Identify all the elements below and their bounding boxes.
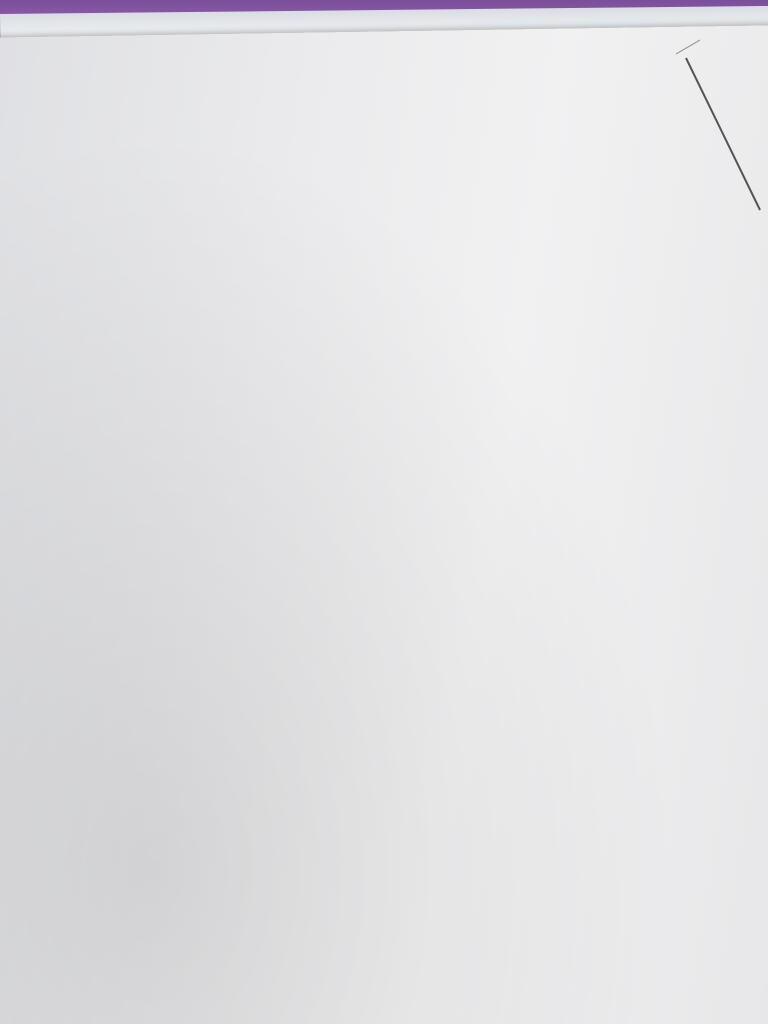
paper-sheet (0, 25, 768, 1024)
right-house-border (736, 190, 768, 1024)
left-edge-marks (0, 140, 10, 1024)
